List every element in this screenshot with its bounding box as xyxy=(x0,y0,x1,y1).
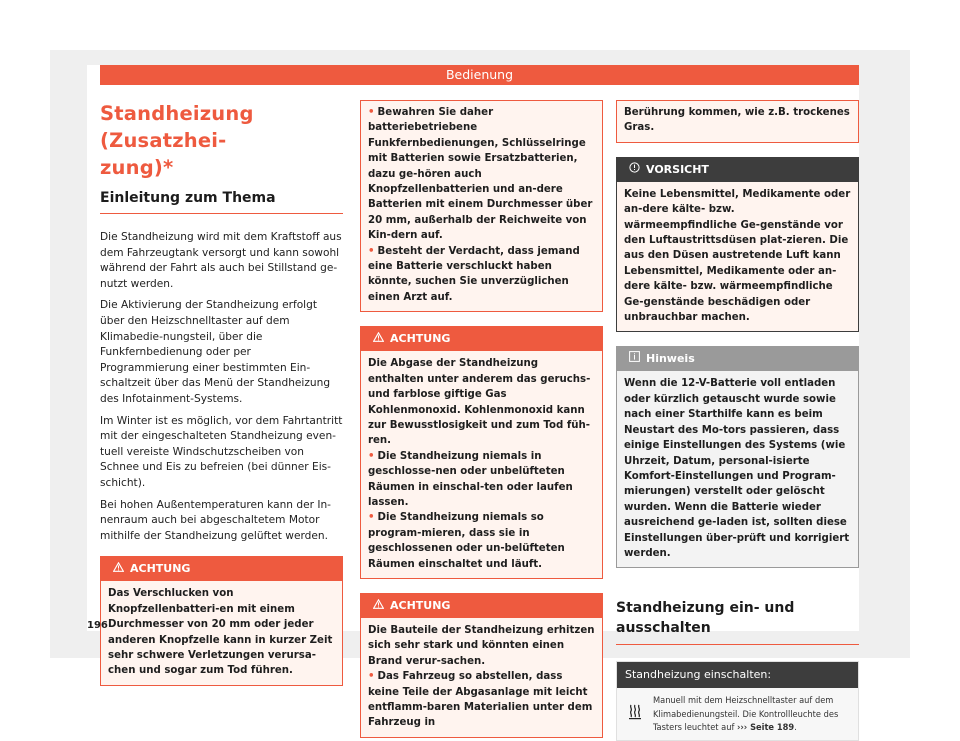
bullet-icon: • xyxy=(368,512,375,524)
bullet-icon: • xyxy=(368,107,375,118)
paragraph: Im Winter ist es möglich, vor dem Fahrtantritt mit der eingeschalteten Standheizung even-tuell vereiste Windschutzscheiben von Schnee und Eis zu befreien (bei dünner Eis-schicht). xyxy=(100,414,343,489)
warning-header xyxy=(101,557,342,581)
warning-continuation-box xyxy=(360,100,603,312)
column-1 xyxy=(100,100,343,686)
paragraph: Die Aktivierung der Standheizung erfolgt über den Heizschnelltaster auf dem Klimabedie-nungsteil, über die Funkfernbedienung oder per Programmierung einer bestimmten Ein-schaltzeit über das Menü der Standheizung des Infotainment-Systems. xyxy=(100,299,331,405)
caution-label: VORSICHT xyxy=(646,162,709,176)
bullet-item xyxy=(368,669,595,731)
bullet-text: Bewahren Sie daher batteriebetriebene Funkfernbedienungen, Schlüsselringe mit Batterien sowie Ersatzbatterien, dazu ge-hören auch Knopfzellenbatterien und an-dere Batterien mit einem Durchmesser über 20 mm, außerhalb der Reichweite von Kin-dern auf. xyxy=(368,107,593,242)
page-title xyxy=(100,100,343,181)
bullet-text: Besteht der Verdacht, dass jemand eine Batterie verschluckt haben könnte, suchen Sie unverzüglichen einen Arzt auf. xyxy=(368,245,580,303)
note-body xyxy=(617,371,858,567)
row-description: Manuell mit dem Heizschnelltaster auf dem Klimabedienungsteil. Die Kontrollleuchte des Tasters leuchtet auf xyxy=(653,695,839,733)
warning-continuation-body xyxy=(617,101,858,142)
paragraph: Bei hohen Außentemperaturen kann der In-nenraum auch bei abgeschaltetem Motor mithilfe der Standheizung gelüftet werden. xyxy=(100,498,332,542)
caution-text: Keine Lebensmittel, Medikamente oder an-dere kälte- bzw. wärmeempfindliche Ge-genstände vor den Luftaustrittsdüsen plat-zieren. Die aus den Düsen austretende Luft kann Lebensmittel, Medikamente oder an-dere kälte- bzw. wärmeempfindliche Ge-genstände beschädigen oder unbrauchbar machen. xyxy=(624,188,851,324)
bullet-text: Das Fahrzeug so abstellen, dass keine Teile der Abgasanlage mit leicht entflamm-baren Materialien unter dem Fahrzeug in xyxy=(368,671,593,729)
column-3 xyxy=(616,100,859,741)
warning-intro: Die Abgase der Standheizung enthalten unter anderem das geruchs- und farblose giftige Gas Kohlenmonoxid. Kohlenmonoxid kann zur Bewusstlosigkeit und zum Tod füh-ren. xyxy=(368,358,591,447)
note-text: Wenn die 12-V-Batterie voll entladen oder kürzlich getauscht wurde sowie nach einer Starthilfe kann es beim Neustart des Mo-tors passieren, dass einige Einstellungen des Systems (wie Uhrzeit, Datum, personal-isierte Komfort-Einstellungen und Program-mierungen) verstellt oder gelöscht wurden. Wenn die Batterie wieder ausreichend ge-laden ist, sollten diese Einstellungen über-prüft und korrigiert werden. xyxy=(624,378,850,559)
control-table xyxy=(616,661,859,741)
warning-box xyxy=(100,556,343,685)
bullet-item xyxy=(368,510,595,572)
warning-label: ACHTUNG xyxy=(390,598,451,612)
warning-label: ACHTUNG xyxy=(130,562,191,576)
warning-header xyxy=(361,327,602,351)
warning-box xyxy=(360,326,603,579)
table-header: Standheizung einschalten: xyxy=(617,662,858,688)
caution-box xyxy=(616,157,859,333)
bullet-icon: • xyxy=(368,450,375,462)
warning-body xyxy=(361,618,602,737)
paragraph: Die Standheizung wird mit dem Kraftstoff aus dem Fahrzeugtank versorgt und kann sowohl während der Fahrt als auch bei Stillstand ge-nutzt werden. xyxy=(100,231,342,290)
table-row xyxy=(617,688,858,740)
table-row-text xyxy=(653,694,852,734)
caution-body xyxy=(617,182,858,332)
bullet-item xyxy=(368,244,595,306)
warning-text: Das Verschlucken von Knopfzellenbatteri-en mit einem Durchmesser von 20 mm oder jeder anderen Knopfzelle kann in kurzer Zeit sehr schwere Verletzungen verursa-chen und sogar zum Tod führen. xyxy=(108,588,333,677)
warning-triangle-icon xyxy=(113,557,124,581)
warning-continuation-body xyxy=(361,101,602,311)
section-header: Bedienung xyxy=(100,65,859,85)
bullet-item xyxy=(368,449,595,511)
bullet-text: Die Standheizung niemals in geschlosse-nen oder unbelüfteten Räumen in einschal-ten oder laufen lassen. xyxy=(368,450,573,508)
bullet-item xyxy=(368,105,595,244)
warning-continuation-box xyxy=(616,100,859,143)
bullet-icon: • xyxy=(368,245,375,257)
info-circle-icon xyxy=(629,158,640,182)
continuation-text: Berührung kommen, wie z.B. trockenes Gras. xyxy=(624,107,850,134)
warning-triangle-icon xyxy=(373,594,384,618)
warning-triangle-icon xyxy=(373,327,384,351)
heater-icon xyxy=(617,704,653,724)
section-subtitle: Einleitung zum Thema xyxy=(100,187,343,214)
section-heading: Standheizung ein- und ausschalten xyxy=(616,598,859,645)
note-label: Hinweis xyxy=(646,352,695,366)
warning-label: ACHTUNG xyxy=(390,332,451,346)
column-2 xyxy=(360,100,603,738)
page-title-line-2: zung)* xyxy=(100,156,174,179)
page-reference-link[interactable]: ››› Seite 189 xyxy=(736,721,795,733)
page-title-line-1: Standheizung (Zusatzhei- xyxy=(100,102,254,152)
warning-intro: Die Bauteile der Standheizung erhitzen sich sehr stark und könnten einen Brand verur-sachen. xyxy=(368,624,595,667)
bullet-icon: • xyxy=(368,671,375,683)
note-box xyxy=(616,346,859,568)
warning-header xyxy=(361,594,602,618)
section-heading-block xyxy=(616,598,859,645)
note-header xyxy=(617,347,858,371)
row-end: . xyxy=(794,721,797,733)
warning-body xyxy=(361,351,602,578)
bullet-text: Die Standheizung niemals so program-mieren, dass sie in geschlossenen oder un-belüfteten Räumen einschaltet und läuft. xyxy=(368,512,565,570)
page-number: 196 xyxy=(87,620,108,631)
info-square-icon xyxy=(629,347,640,371)
warning-body xyxy=(101,581,342,684)
warning-box xyxy=(360,593,603,738)
caution-header xyxy=(617,158,858,182)
